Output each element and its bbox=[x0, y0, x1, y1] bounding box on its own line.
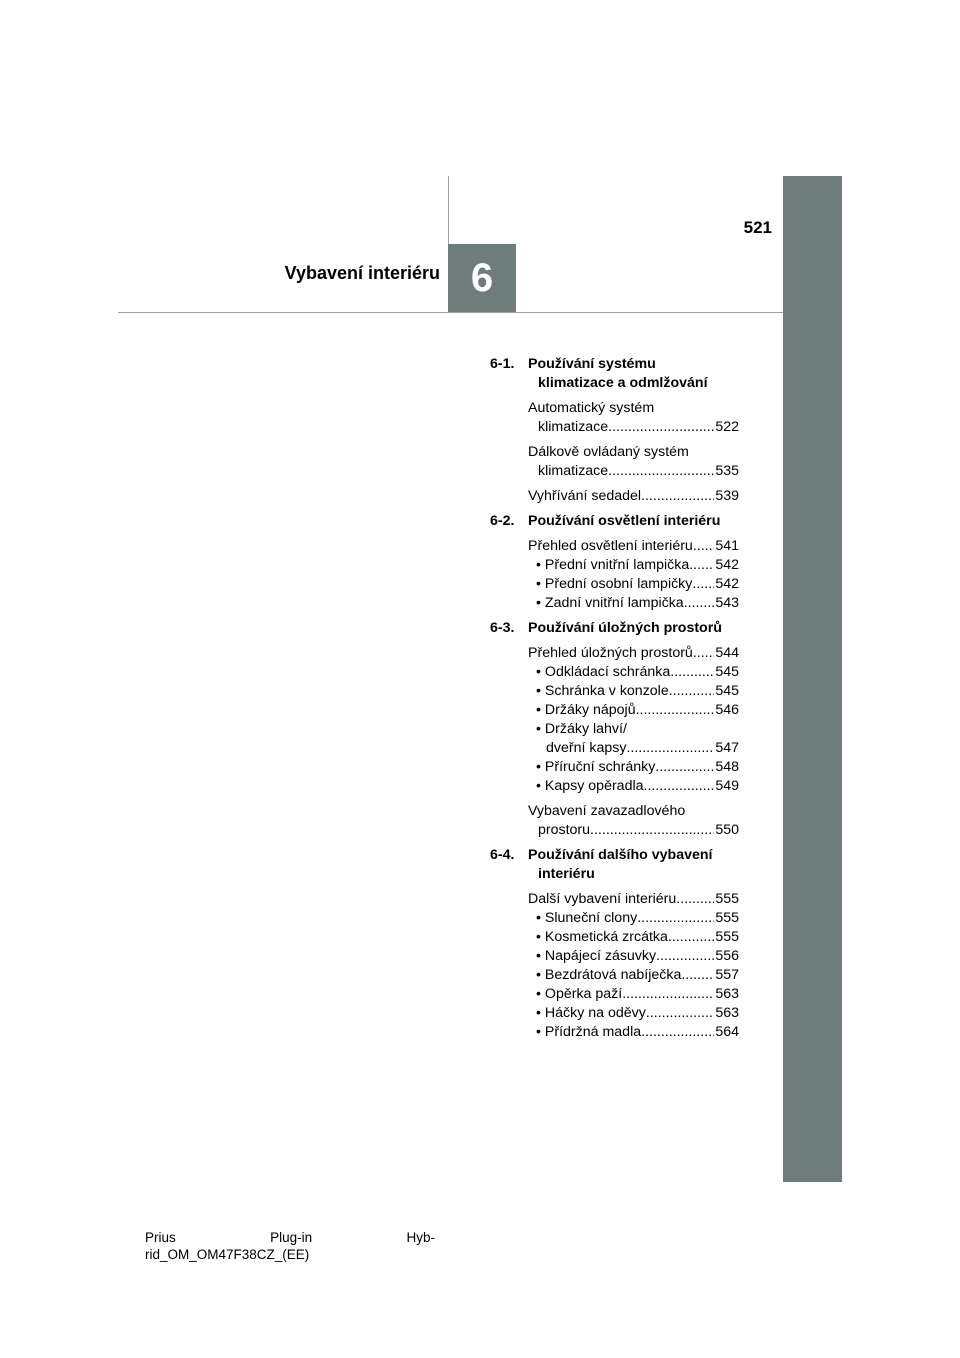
toc-subentry[interactable]: • Opěrka paží ..... 563 bbox=[490, 985, 739, 1004]
toc-page: 535 bbox=[715, 463, 739, 479]
toc-subentry[interactable]: • Háčky na oděvy ..... 563 bbox=[490, 1004, 739, 1023]
toc-page: 549 bbox=[715, 778, 739, 794]
toc-page: 545 bbox=[715, 664, 739, 680]
toc-subentry[interactable]: • Držáky nápojů ..... 546 bbox=[490, 701, 739, 720]
toc-subentry[interactable]: • Zadní vnitřní lampička ..... 543 bbox=[490, 594, 739, 613]
header-divider-vertical bbox=[448, 176, 449, 244]
page-number: 521 bbox=[743, 218, 772, 237]
section-number: 6-4. bbox=[490, 847, 515, 863]
toc-page: 550 bbox=[715, 822, 739, 838]
chapter-side-tab bbox=[783, 176, 842, 1182]
toc-section-heading[interactable]: 6-1. Používání systému klimatizace a odmlžování bbox=[490, 356, 708, 391]
toc-page: 542 bbox=[715, 576, 739, 592]
toc-subentry[interactable]: • Schránka v konzole ..... 545 bbox=[490, 682, 739, 701]
toc-page: 548 bbox=[715, 759, 739, 775]
toc-subentry[interactable]: • Držáky lahví/ dveřní kapsy ..... 547 bbox=[490, 720, 739, 758]
toc-page: 541 bbox=[715, 538, 739, 554]
header-divider-horizontal bbox=[118, 312, 783, 313]
toc-subentry[interactable]: • Příruční schránky ..... 548 bbox=[490, 758, 739, 777]
toc-page: 543 bbox=[715, 595, 739, 611]
toc-entry[interactable]: Další vybavení interiéru ..... 555 bbox=[490, 890, 739, 909]
toc-page: 563 bbox=[715, 986, 739, 1002]
toc-entry[interactable]: Vyhřívání sedadel ..... 539 bbox=[490, 487, 739, 506]
toc-section-heading[interactable]: 6-4. Používání dalšího vybavení interiéru bbox=[490, 847, 713, 882]
toc-page: 546 bbox=[715, 702, 739, 718]
section-number: 6-3. bbox=[490, 620, 515, 636]
table-of-contents bbox=[490, 355, 739, 1042]
toc-subentry[interactable]: • Kapsy opěradla ..... 549 bbox=[490, 777, 739, 796]
toc-subentry[interactable]: • Bezdrátová nabíječka ..... 557 bbox=[490, 966, 739, 985]
footer-document-id: Prius Plug-in Hyb- rid_OM_OM47F38CZ_(EE) bbox=[145, 1230, 435, 1262]
toc-page: 547 bbox=[715, 740, 739, 756]
section-number: 6-2. bbox=[490, 513, 515, 529]
toc-page: 555 bbox=[715, 910, 739, 926]
toc-subentry[interactable]: • Sluneční clony ..... 555 bbox=[490, 909, 739, 928]
toc-subentry[interactable]: • Přídržná madla ..... 564 bbox=[490, 1023, 739, 1042]
toc-subentry[interactable]: • Odkládací schránka ..... 545 bbox=[490, 663, 739, 682]
toc-subentry[interactable]: • Kosmetická zrcátka ..... 555 bbox=[490, 928, 739, 947]
toc-page: 522 bbox=[715, 419, 739, 435]
toc-page: 557 bbox=[715, 967, 739, 983]
toc-page: 555 bbox=[715, 891, 739, 907]
toc-page: 556 bbox=[715, 948, 739, 964]
chapter-title: Vybavení interiéru bbox=[284, 263, 440, 283]
toc-page: 544 bbox=[715, 645, 739, 661]
toc-entry[interactable]: Automatický systém klimatizace ..... 522 bbox=[490, 399, 739, 437]
toc-section-heading[interactable]: 6-2. Používání osvětlení interiéru bbox=[490, 513, 721, 529]
toc-page: 564 bbox=[715, 1024, 739, 1040]
toc-entry[interactable]: Vybavení zavazadlového prostoru ..... 550 bbox=[490, 802, 739, 840]
toc-entry[interactable]: Přehled osvětlení interiéru ..... 541 bbox=[490, 537, 739, 556]
chapter-number-box: 6 bbox=[448, 244, 516, 312]
toc-subentry[interactable]: • Přední vnitřní lampička ..... 542 bbox=[490, 556, 739, 575]
toc-entry[interactable]: Přehled úložných prostorů ..... 544 bbox=[490, 644, 739, 663]
toc-page: 545 bbox=[715, 683, 739, 699]
toc-subentry[interactable]: • Napájecí zásuvky ..... 556 bbox=[490, 947, 739, 966]
toc-page: 539 bbox=[715, 488, 739, 504]
toc-page: 542 bbox=[715, 557, 739, 573]
toc-entry[interactable]: Dálkově ovládaný systém klimatizace ..... 535 bbox=[490, 443, 739, 481]
toc-page: 563 bbox=[715, 1005, 739, 1021]
toc-page: 555 bbox=[715, 929, 739, 945]
section-number: 6-1. bbox=[490, 356, 515, 372]
toc-section-heading[interactable]: 6-3. Používání úložných prostorů bbox=[490, 620, 722, 636]
toc-subentry[interactable]: • Přední osobní lampičky ..... 542 bbox=[490, 575, 739, 594]
